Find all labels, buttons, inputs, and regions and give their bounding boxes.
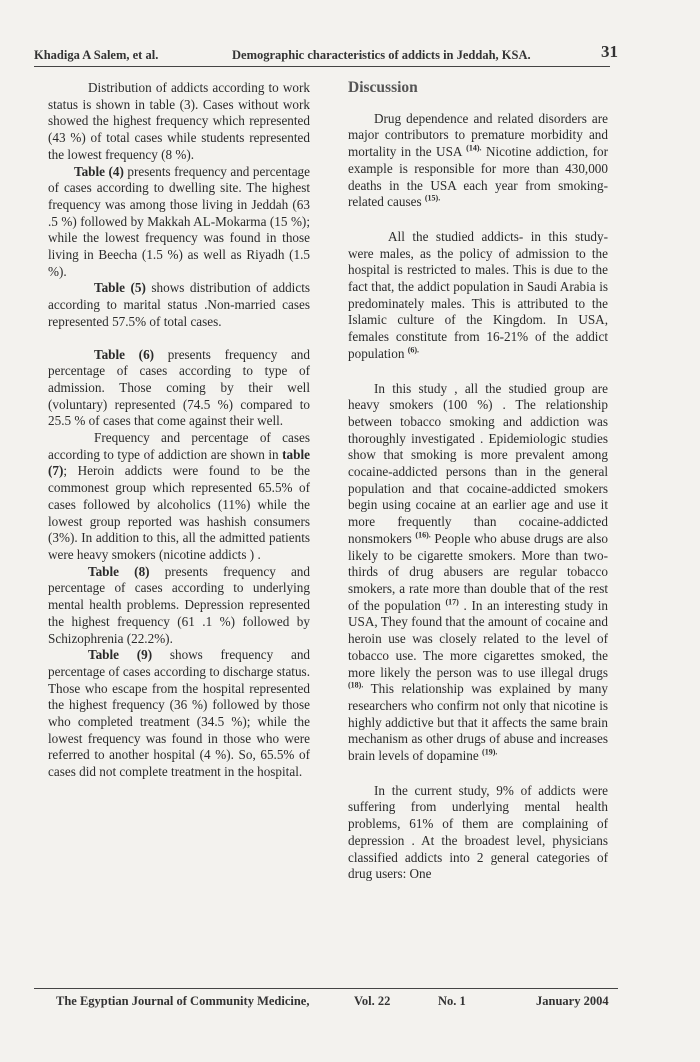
footer-date: January 2004 (536, 994, 609, 1008)
citation: (14). (466, 143, 482, 153)
table-7-text-a: Frequency and percentage of cases according to type of addiction are shown in (48, 430, 310, 462)
footer-number: No. 1 (438, 994, 466, 1008)
paragraph-table-9 (48, 647, 310, 781)
table-9-text: shows frequency and percentage of cases according to discharge status. Those who escape from the hospital represented the highest frequency (36 %) followed by those who completed treatment (34.5 %); while the lowest frequency was found in those who were referred to another hospital (4 %). So, 65.5% of cases did not complete treatment in the hospital. (48, 647, 311, 780)
paragraph-discussion-4: In the current study, 9% of addicts were suffering from underlying mental health problems, 61% of them are complaining of depression . At the broadest level, physicians classified addicts into 2 general categories of drug users: One (348, 782, 608, 882)
paragraph-work-status: Distribution of addicts according to work status is shown in table (3). Cases without work showed the highest frequency which represented (43 %) of total cases while students represented the lowest frequency (8 %). (48, 80, 310, 162)
paragraph-discussion-3 (348, 381, 608, 765)
footer-journal: The Egyptian Journal of Community Medicine, (56, 994, 310, 1008)
paragraph-table-5 (48, 280, 310, 330)
page-number: 31 (601, 42, 618, 61)
table-7-text-b: ; Heroin addicts were found to be the commonest group which represented 65.5% of cases followed by alcoholics (11%) while the lowest group reported was hashish consumers (3%). In addition to this, all the admitted patients were heavy smokers (nicotine addicts ) . (48, 463, 310, 562)
left-column (48, 80, 310, 781)
discussion-3-text-a: In this study , all the studied group are heavy smokers (100 %) . The relationship between tobacco smoking and addiction was thoroughly investigated . Epidemiologic studies show that smoking is more prevalent among cocaine-addicted persons than in the general population and that cocaine-addicted smokers begin using cocaine at an earlier age and use it more frequently than cocaine-addicted nonsmokers (348, 380, 608, 546)
paragraph-discussion-2 (348, 229, 608, 363)
citation: (6). (407, 345, 420, 355)
footer-volume: Vol. 22 (354, 994, 391, 1008)
paragraph-table-8 (48, 564, 310, 648)
table-8-text: presents frequency and percentage of cases according to underlying mental health problems. Depression represented the highest frequency (61 .1 %) followed by Schizophrenia (22.2%). (48, 563, 310, 646)
table-7-ref: table (7) (48, 446, 310, 479)
table-6-ref: Table (6) (94, 346, 155, 362)
right-column (348, 80, 608, 883)
paragraph-table-4 (48, 164, 310, 281)
citation: (19). (482, 747, 498, 757)
page-header (34, 42, 618, 67)
discussion-3-text-c: . In an interesting study in USA, They found that the amount of cocaine and heroin use was closely related to the level of tobacco use. The more cigarettes smoked, the more likely the person was to use illegal drugs (348, 597, 609, 680)
table-8-ref: Table (8) (88, 563, 150, 579)
discussion-3-text-b: People who abuse drugs are also likely to be cigarette smokers. More than two-thirds of drug abusers are regular tobacco smokers, a rate more than double that of the rest of the population (348, 530, 609, 613)
section-heading-discussion: Discussion (348, 79, 418, 96)
citation: (17) (445, 597, 459, 607)
table-5-text: shows distribution of addicts according to marital status .Non-married cases represented 57.5% of total cases. (48, 280, 310, 329)
table-4-text: presents frequency and percentage of cases according to dwelling site. The highest frequency was among those living in Jeddah (63 .5 %) followed by Makkah AL-Mokarma (15 %); while the lowest frequency was found in those living in Beecha (1.5 %) as well as Riyadh (1.5 %). (48, 163, 311, 279)
table-4-ref: Table (4) (74, 163, 124, 179)
table-5-ref: Table (5) (94, 280, 146, 296)
table-6-text: presents frequency and percentage of cases according to type of admission. Those coming by their well (voluntary) represented (74.5 %) compared to 25.5 % of cases that come against their well. (48, 346, 310, 429)
paragraph-table-7 (48, 430, 310, 564)
paragraph-table-6 (48, 347, 310, 431)
header-author: Khadiga A Salem, et al. (34, 48, 159, 62)
discussion-1-text-b: Nicotine addiction, for example is responsible for more than 430,000 deaths in the USA each year from smoking-related causes (348, 144, 609, 210)
citation: (16). (415, 530, 431, 540)
discussion-3-text-d: This relationship was explained by many researchers who confirm not only that nicotine is highly addictive but that it affects the same brain mechanism as other drugs of abuse and increases brain levels of dopamine (348, 681, 608, 764)
table-9-ref: Table (9) (88, 647, 153, 663)
page-footer (34, 988, 618, 1013)
discussion-1-text: Drug dependence and related disorders are major contributors to premature morbidity and mortality in the USA (348, 110, 608, 160)
discussion-2-text: All the studied addicts- in this study- were males, as the policy of admission to the hospital is restricted to males. This is due to the fact that, the addict population in Saudi Arabia is predominately males. This is attributed to the Islamic culture of the Kingdom. In USA, females constitute from 16-21% of the addict population (348, 228, 608, 361)
citation: (15). (424, 193, 441, 203)
header-running-title: Demographic characteristics of addicts in Jeddah, KSA. (232, 48, 531, 62)
paragraph-discussion-1 (348, 111, 608, 211)
citation: (18). (348, 680, 364, 690)
